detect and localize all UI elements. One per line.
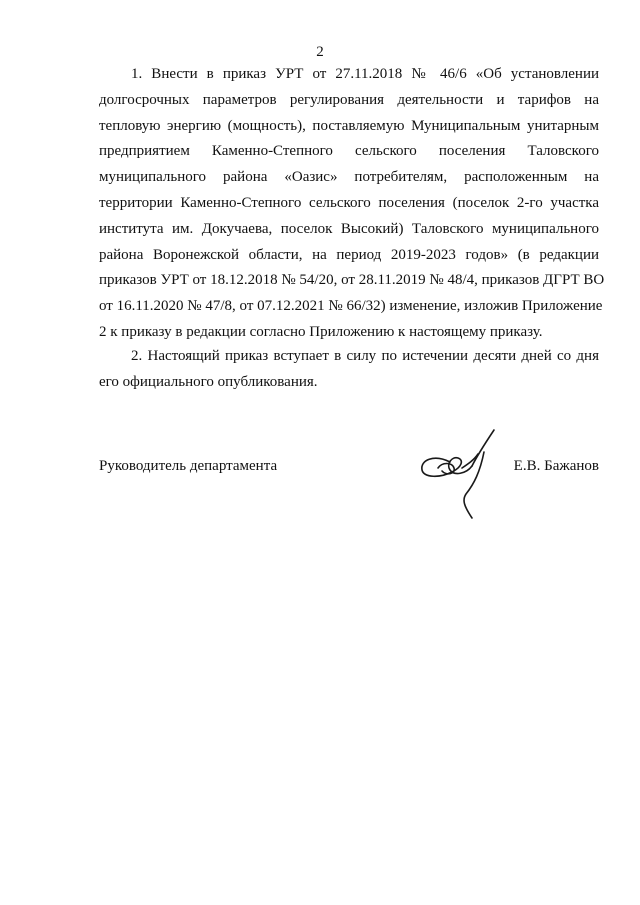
paragraph-amendment <box>99 62 605 346</box>
signer-position: Руководитель департамента <box>99 458 278 474</box>
paragraph-line: тепловую энергию (мощность), поставляемую Муниципальным унитарным <box>99 117 599 134</box>
paragraph-line: приказов УРТ от 18.12.2018 № 54/20, от 28.11.2019 № 48/4, приказов ДГРТ ВО <box>99 272 605 289</box>
signature-block <box>99 446 599 526</box>
paragraph-line: от 16.11.2020 № 47/8, от 07.12.2021 № 66/32) изменение, изложив Приложение <box>99 298 603 315</box>
paragraph-line: института им. Докучаева, поселок Высокий) Таловского муниципального <box>99 220 599 237</box>
page-number: 2 <box>316 44 324 60</box>
paragraph-line: 2. Настоящий приказ вступает в силу по истечении десяти дней со дня <box>131 348 599 364</box>
paragraph-line: долгосрочных параметров регулирования деятельности и тарифов на <box>99 91 599 108</box>
paragraph-effective-date <box>99 344 599 396</box>
paragraph-line: предприятием Каменно-Степного сельского поселения Таловского <box>99 143 599 160</box>
paragraph-line: муниципального района «Оазис» потребителям, расположенным на <box>99 169 599 186</box>
paragraph-line: его официального опубликования. <box>99 373 318 390</box>
paragraph-line: 2 к приказу в редакции согласно Приложению к настоящему приказу. <box>99 323 543 340</box>
paragraph-line: 1. Внести в приказ УРТ от 27.11.2018 № 46/6 «Об установлении <box>131 66 599 82</box>
paragraph-line: территории Каменно-Степного сельского поселения (поселок 2-го участка <box>99 194 599 211</box>
signer-name: Е.В. Бажанов <box>513 458 599 474</box>
paragraph-line: района Воронежской области, на период 2019-2023 годов» (в редакции <box>99 246 599 263</box>
handwritten-signature-icon <box>412 424 512 524</box>
